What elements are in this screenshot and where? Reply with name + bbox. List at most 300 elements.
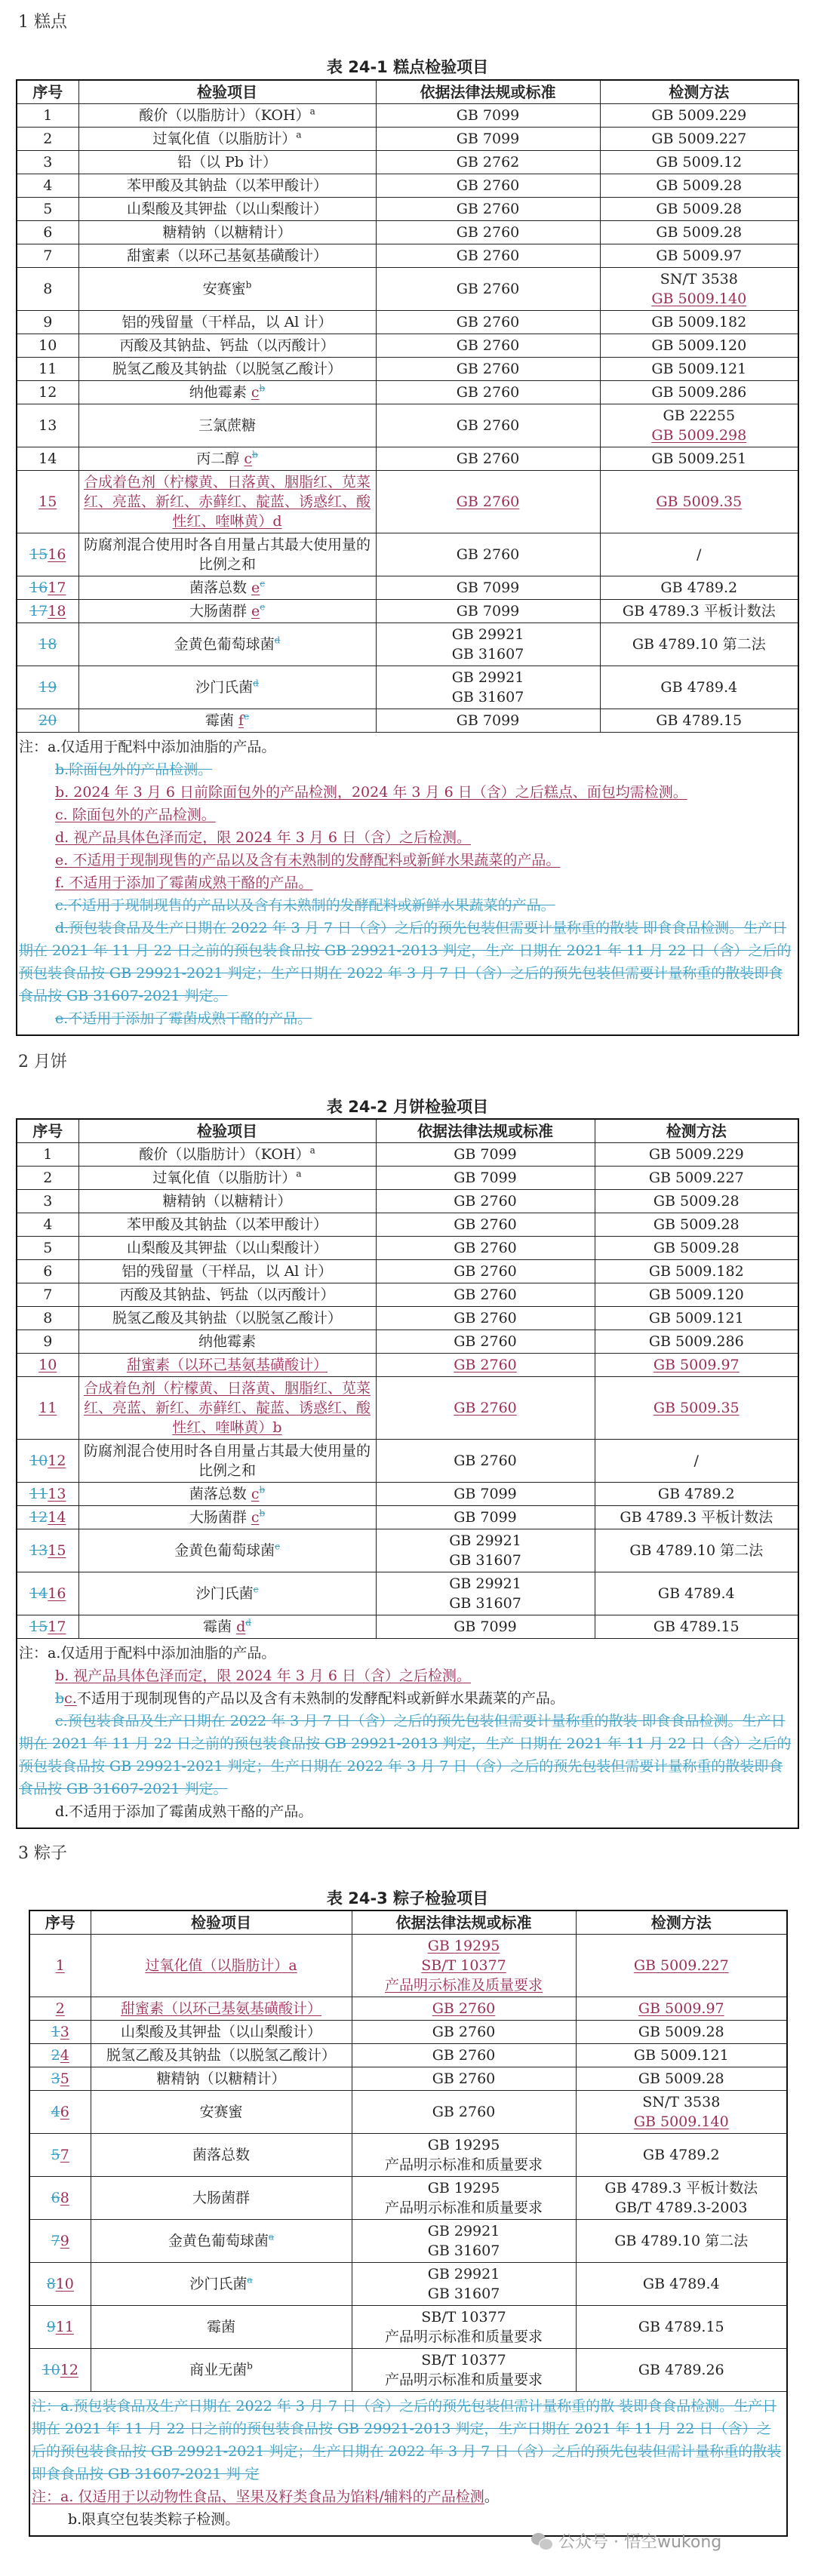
cell-line (379, 668, 598, 687)
table-row (17, 1237, 798, 1260)
cell-no (29, 1997, 91, 2021)
footnote-marker: c (260, 601, 266, 613)
inserted-text: GB 5009.35 (653, 1400, 740, 1416)
cell-line (82, 152, 374, 172)
cell-no (17, 268, 78, 311)
inserted-text: 2 (55, 2000, 65, 2017)
cell-text: GB 2760 (454, 1240, 517, 1256)
cell-line (20, 176, 76, 195)
cell-line (598, 1484, 796, 1504)
table-row (17, 244, 798, 268)
cell-no (17, 1440, 78, 1483)
cell-text: GB 2760 (454, 1263, 517, 1280)
table-row (17, 623, 798, 666)
table-row (17, 151, 798, 174)
table-row (17, 404, 798, 447)
table-row (17, 1529, 798, 1572)
cell-standard (376, 1440, 595, 1483)
inserted-text: 12 (48, 1452, 66, 1469)
table-notes (17, 1639, 798, 1829)
cell-no (29, 2349, 91, 2392)
cell-no (17, 623, 78, 666)
cell-line (355, 2069, 574, 2089)
cell-line (379, 1398, 592, 1418)
cell-method (600, 174, 798, 198)
cell-text: 4 (43, 177, 53, 194)
cell-text: GB 19295 (427, 2180, 500, 2196)
cell-text: GB 5009.28 (656, 201, 743, 217)
note-line (19, 1710, 796, 1800)
cell-text: GB 5009.120 (651, 337, 747, 354)
cell-method (595, 1506, 798, 1529)
cell-line (603, 449, 796, 469)
cell-line (20, 1215, 76, 1234)
cell-text: 6 (43, 224, 53, 241)
deleted-text: 1 (51, 2024, 60, 2040)
cell-line (20, 1145, 76, 1164)
inserted-text: GB 5009.97 (638, 2000, 724, 2017)
cell-method (595, 1440, 798, 1483)
cell-line (82, 199, 374, 219)
cell-item (91, 2044, 352, 2067)
cell-line (379, 492, 598, 512)
cell-text: GB 4789.3 平板计数法 (622, 603, 776, 619)
cell-line (379, 176, 598, 195)
cell-text: GB 31607 (451, 646, 524, 662)
cell-line (379, 687, 598, 707)
cell-line (20, 711, 76, 730)
cell-text: GB 2760 (454, 1216, 517, 1233)
inserted-text: SB/T 10377 (421, 1957, 506, 1974)
cell-line (598, 1451, 796, 1471)
cell-line (603, 289, 796, 309)
cell-line (603, 269, 796, 289)
table-row (17, 1483, 798, 1506)
inserted-text: GB 5009.298 (651, 427, 747, 444)
table-row (17, 1167, 798, 1190)
cell-text: 8 (43, 281, 53, 297)
cell-text: GB 5009.251 (651, 450, 747, 467)
cell-line (579, 2317, 785, 2337)
cell-item (91, 2177, 352, 2220)
cell-method (600, 709, 798, 733)
table-row (29, 1935, 787, 1997)
cell-line (82, 1145, 374, 1164)
cell-item (91, 1935, 352, 1997)
cell-line (82, 472, 374, 531)
cell-line (20, 1285, 76, 1305)
inserted-text: e (251, 603, 260, 619)
cell-text: / (697, 546, 702, 563)
cell-line (20, 312, 76, 332)
cell-method (576, 1997, 787, 2021)
cell-text: GB 5009.28 (653, 1193, 740, 1210)
cell-text: GB 4789.3 平板计数法 (604, 2180, 758, 2196)
cell-standard (376, 447, 600, 471)
cell-method (595, 1572, 798, 1615)
inserted-text: GB 5009.227 (633, 1957, 729, 1974)
cell-line (603, 383, 796, 402)
cell-line (379, 1191, 592, 1211)
cell-line (82, 1355, 374, 1375)
cell-text: GB 7099 (454, 1486, 517, 1502)
cell-line (20, 279, 76, 299)
cell-text: 防腐剂混合使用时各自用量占其最大使用量的比例之和 (83, 1443, 371, 1479)
cell-method (600, 666, 798, 709)
footnote-marker: a (309, 106, 315, 117)
cell-text: GB 2760 (456, 177, 520, 194)
cell-line (598, 1584, 796, 1603)
cell-line (355, 2198, 574, 2218)
inserted-text: 10 (38, 1357, 57, 1373)
table-row (29, 2220, 787, 2263)
cell-text: GB 2760 (456, 224, 520, 241)
cell-standard (352, 2263, 576, 2306)
cell-line (20, 1584, 76, 1603)
cell-line (379, 336, 598, 355)
table-notes (29, 2392, 787, 2537)
cell-standard (376, 666, 600, 709)
cell-item (78, 381, 376, 404)
table-row (17, 128, 798, 151)
cell-item (78, 1283, 376, 1307)
cell-line (20, 416, 76, 435)
note-line (19, 1687, 796, 1710)
cell-line (598, 1508, 796, 1527)
cell-line (579, 2022, 785, 2042)
cell-text: GB 5009.286 (648, 1333, 744, 1350)
cell-text: GB 2760 (454, 1286, 517, 1303)
cell-item (78, 1213, 376, 1237)
cell-line (82, 635, 374, 654)
table-row (17, 1572, 798, 1615)
cell-line (379, 1355, 592, 1375)
cell-standard (376, 1260, 595, 1283)
cell-method (600, 600, 798, 623)
cell-line (82, 1191, 374, 1211)
section-title-cakes: 1 糕点 (18, 13, 67, 32)
cell-standard (352, 2044, 576, 2067)
table-row (17, 1330, 798, 1354)
cell-no (17, 1615, 78, 1639)
cell-line (355, 2327, 574, 2347)
inserted-text: b. 2024 年 3 月 6 日前除面包外的产品检测，2024 年 3 月 6 日（含）之后糕点、面包均需检测。 (55, 784, 687, 801)
cell-line (379, 711, 598, 730)
cell-no (29, 2091, 91, 2134)
cell-method (600, 128, 798, 151)
cell-no (17, 1213, 78, 1237)
cell-line (379, 644, 598, 664)
cell-standard (352, 2067, 576, 2091)
cell-line (603, 129, 796, 149)
cell-text: 甜蜜素（以环己基氨基磺酸计） (126, 247, 328, 264)
cell-no (17, 151, 78, 174)
cell-line (379, 1574, 592, 1594)
cell-line (355, 2135, 574, 2155)
deleted-text: b (55, 1690, 65, 1707)
cell-line (379, 1451, 592, 1471)
cell-method (595, 1260, 798, 1283)
cell-line (379, 1531, 592, 1551)
cell-item (91, 2349, 352, 2392)
inserted-text: 7 (60, 2147, 69, 2163)
cell-text: GB 4789.3 平板计数法 (620, 1509, 773, 1526)
cell-standard (376, 174, 600, 198)
cell-standard (376, 1572, 595, 1615)
inserted-text: GB 5009.140 (651, 290, 747, 307)
cell-method (600, 104, 798, 128)
note-line (19, 871, 796, 894)
cell-item (91, 2263, 352, 2306)
cell-line (82, 312, 374, 332)
cell-text: 注：a.仅适用于配料中添加油脂的产品。 (19, 739, 276, 755)
footnote-marker: b (252, 449, 258, 460)
cell-line (32, 2069, 88, 2089)
cell-no (29, 1935, 91, 1997)
cell-standard (352, 2177, 576, 2220)
inserted-text: 5 (60, 2070, 69, 2087)
deleted-text: 15 (29, 546, 48, 563)
cell-text: GB 4789.10 第二法 (632, 636, 766, 653)
cell-standard (352, 2220, 576, 2263)
cell-line (379, 1332, 592, 1351)
cell-line (20, 492, 76, 512)
cell-standard (376, 600, 600, 623)
cell-text: 10 (38, 337, 57, 354)
cell-text: 防腐剂混合使用时各自用量占其最大使用量的比例之和 (83, 536, 371, 573)
header-no: 序号 (17, 80, 78, 104)
cell-method (576, 2306, 787, 2349)
cell-method (600, 623, 798, 666)
cell-method (600, 268, 798, 311)
cell-item (91, 2021, 352, 2044)
deleted-text: 5 (51, 2147, 60, 2163)
cell-item (78, 1506, 376, 1529)
footnote-marker: a (268, 2231, 275, 2242)
watermark-text: 公众号 · 悟空wukong (558, 2533, 722, 2552)
cell-no (29, 2177, 91, 2220)
cell-text: GB 2762 (456, 154, 520, 171)
cell-item (78, 709, 376, 733)
cell-method (595, 1190, 798, 1213)
deleted-text: 20 (38, 712, 57, 729)
cell-text: GB 5009.28 (656, 224, 743, 241)
cell-text: GB 2760 (456, 546, 520, 563)
cell-text: 菌落总数 (189, 579, 252, 596)
cell-line (94, 2069, 349, 2089)
cell-text: GB 22255 (663, 407, 736, 424)
cell-method (576, 2091, 787, 2134)
cell-line (579, 2046, 785, 2065)
cell-line (82, 336, 374, 355)
cell-item (78, 221, 376, 244)
cell-text: 脱氢乙酸及其钠盐（以脱氢乙酸计） (112, 1310, 342, 1326)
inserted-text: 17 (48, 579, 66, 596)
cell-line (598, 1238, 796, 1258)
cell-text: GB 2760 (456, 361, 520, 377)
cell-no (17, 576, 78, 600)
cell-line (20, 1508, 76, 1527)
cell-method (576, 1935, 787, 1997)
cell-line (579, 1999, 785, 2018)
cell-line (82, 1484, 374, 1504)
cell-line (94, 2046, 349, 2065)
cell-standard (376, 1283, 595, 1307)
cell-text: GB 5009.120 (648, 1286, 744, 1303)
cell-text: GB 5009.229 (651, 107, 747, 124)
cell-text: 5 (43, 201, 53, 217)
cell-standard (376, 1213, 595, 1237)
inserted-text: GB 5009.35 (656, 493, 743, 510)
cell-item (78, 576, 376, 600)
cell-text: GB 29921 (427, 2223, 500, 2239)
cell-standard (352, 2091, 576, 2134)
cell-text: 苯甲酸及其钠盐（以苯甲酸计） (126, 177, 328, 194)
footnote-marker: c (253, 1584, 259, 1595)
cell-no (17, 174, 78, 198)
cell-standard (376, 221, 600, 244)
cell-standard (376, 1529, 595, 1572)
cell-text: GB/T 4789.3-2003 (614, 2199, 748, 2216)
cell-text: 商业无菌 (189, 2362, 248, 2378)
cell-text: / (694, 1452, 699, 1469)
inserted-text: 4 (60, 2047, 69, 2064)
inserted-text: 9 (60, 2233, 69, 2249)
table-row (29, 2134, 787, 2177)
table-row (29, 2067, 787, 2091)
cell-text: 14 (38, 450, 57, 467)
cell-line (355, 2370, 574, 2390)
table-row (17, 104, 798, 128)
table-caption-zongzi: 表 24-3 粽子检验项目 (326, 1889, 489, 1907)
cell-standard (376, 381, 600, 404)
cell-line (598, 1262, 796, 1281)
cell-text: GB 5009.121 (633, 2047, 729, 2064)
cell-line (20, 635, 76, 654)
cell-item (91, 2067, 352, 2091)
inserted-text: 注：a. 仅适用于以动物性食品、坚果及籽类食品为馅料/辅料的产品检测 (32, 2488, 484, 2505)
cell-line (82, 129, 374, 149)
cell-text: 纳他霉素 (198, 1333, 256, 1350)
header-method: 检测方法 (595, 1119, 798, 1143)
cell-method (595, 1143, 798, 1167)
cell-line (603, 106, 796, 125)
cell-line (82, 223, 374, 242)
cell-method (576, 2177, 787, 2220)
cell-line (355, 1999, 574, 2018)
inserted-text: 产品明示标准及质量要求 (384, 1977, 543, 1993)
cell-no (17, 198, 78, 221)
cell-line (82, 176, 374, 195)
cell-line (379, 359, 598, 379)
cell-line (94, 2145, 349, 2165)
cell-method (595, 1307, 798, 1330)
cell-line (94, 2022, 349, 2042)
cell-line (20, 223, 76, 242)
cell-no (29, 2263, 91, 2306)
cell-method (600, 576, 798, 600)
cell-method (600, 334, 798, 358)
cell-line (20, 1168, 76, 1188)
cell-line (20, 1262, 76, 1281)
cell-text: GB 2760 (456, 201, 520, 217)
cell-text: 糖精钠（以糖精计） (156, 2070, 286, 2087)
cell-standard (376, 1167, 595, 1190)
cell-no (17, 244, 78, 268)
cell-text: 不适用于现制现售的产品以及含有未熟制的发酵配料或新鲜水果蔬菜的产品。 (76, 1690, 564, 1707)
cell-line (32, 2102, 88, 2122)
inserted-text: 15 (38, 493, 57, 510)
notes-row (29, 2392, 787, 2537)
footnote-marker: a (296, 129, 302, 140)
cell-item (78, 311, 376, 334)
cell-line (379, 246, 598, 266)
inserted-text: 10 (55, 2276, 74, 2292)
cell-text: 金黄色葡萄球菌 (168, 2233, 269, 2249)
cell-line (82, 449, 374, 469)
inserted-text: 11 (55, 2319, 74, 2335)
cell-line (82, 1238, 374, 1258)
cell-line (82, 1617, 374, 1637)
cell-text: 沙门氏菌 (195, 679, 254, 696)
cell-text: 酸价（以脂肪计）（KOH） (139, 1146, 310, 1163)
deleted-text: 17 (29, 603, 48, 619)
cell-text: d.不适用于添加了霉菌成熟干酪的产品。 (55, 1803, 313, 1820)
cell-item (91, 2134, 352, 2177)
watermark (531, 2529, 721, 2553)
inserted-text: e (251, 579, 260, 596)
cell-line (379, 1508, 592, 1527)
cell-text: GB 5009.12 (656, 154, 743, 171)
cell-text: GB 2760 (454, 1310, 517, 1326)
cell-item (78, 334, 376, 358)
cell-line (32, 2145, 88, 2165)
cell-text: GB 2760 (456, 384, 520, 401)
cell-standard (376, 198, 600, 221)
note-line (19, 736, 796, 758)
cell-line (20, 336, 76, 355)
cell-line (598, 1332, 796, 1351)
inserted-text: e. 不适用于现制现售的产品以及含有未熟制的发酵配料或新鲜水果蔬菜的产品。 (55, 852, 561, 868)
cell-line (20, 1355, 76, 1375)
cell-line (579, 2274, 785, 2294)
cell-line (379, 1168, 592, 1188)
inserted-text: GB 2760 (454, 1400, 517, 1416)
cell-no (17, 221, 78, 244)
cell-text: 菌落总数 (192, 2147, 250, 2163)
cell-text: GB 5009.28 (653, 1216, 740, 1233)
cell-standard (376, 1190, 595, 1213)
deleted-text: 14 (29, 1585, 48, 1602)
cell-line (603, 426, 796, 445)
deleted-text: 2 (51, 2047, 60, 2064)
cell-line (82, 1285, 374, 1305)
cell-line (579, 2360, 785, 2380)
cell-text: GB 5009.28 (638, 2070, 724, 2087)
table-row (17, 1307, 798, 1330)
cell-no (17, 447, 78, 471)
inserted-text: 合成着色剂（柠檬黄、日落黄、胭脂红、苋菜红、亮蓝、新红、赤藓红、靛蓝、诱惑红、酸性红、喹啉黄）b (83, 1380, 371, 1436)
cell-line (379, 625, 598, 644)
cell-line (20, 359, 76, 379)
cell-no (17, 1283, 78, 1307)
cell-no (29, 2067, 91, 2091)
deleted-text: 19 (38, 679, 57, 696)
table-row (17, 358, 798, 381)
cell-item (91, 2220, 352, 2263)
inserted-text: 18 (48, 603, 66, 619)
cell-method (600, 151, 798, 174)
